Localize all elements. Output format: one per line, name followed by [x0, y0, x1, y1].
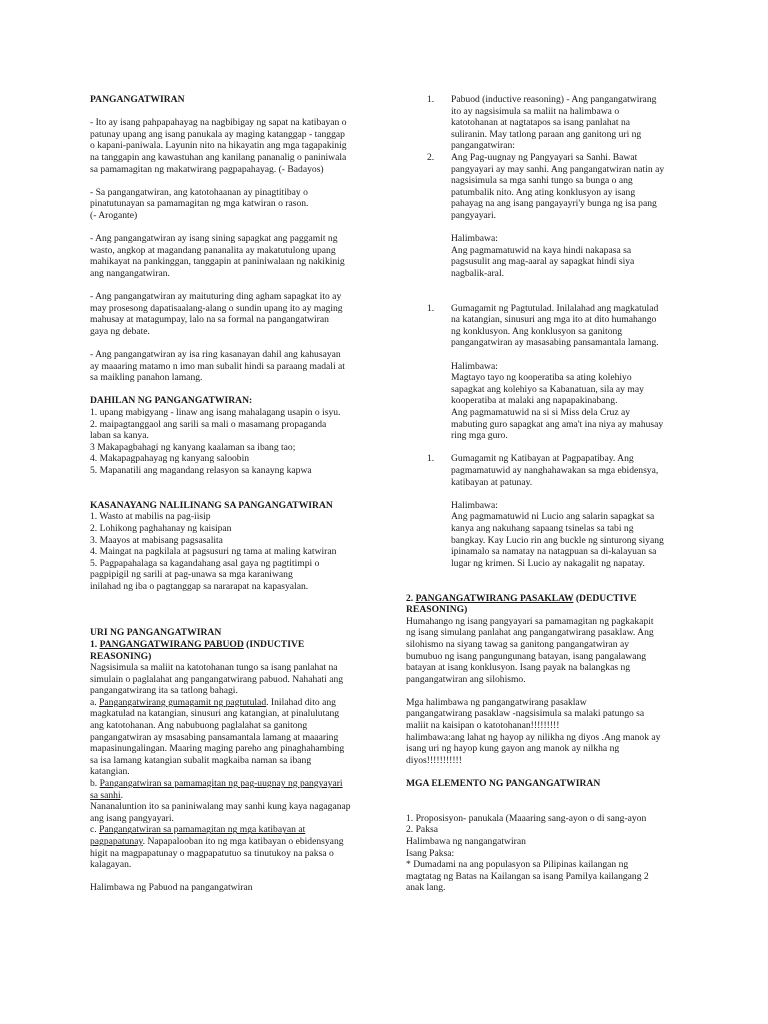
uri-pasaklaw-number: 2.: [406, 592, 416, 604]
type-c-text: . Napapalooban ito ng mga katibayan o ebidensyang higit na magpapatunay o magpapatutuo sa tinutukoy na paksa o kalagayan.: [90, 836, 344, 871]
halimbawa-pagtutulad: Halimbawa: Magtayo tayo ng kooperatiba sa ating kolehiyo sapagkat ang kolehiyo sa Kabanatuan, sila ay may kooperatiba at malaki ang napapakinabang. Ang pagmamatuwid na si si Miss dela Cruz ay mabuting guro sapagkat ang ama't ina niya ay mahusay ring mga guro.: [451, 360, 664, 442]
katibayan-definition: Gumagamit ng Katibayan at Pagpapatibay. Ang pagmamatuwid ay nanghahawakan sa mga ebidensya, katibayan at patunay.: [451, 453, 659, 488]
kasanayan-list: 1. Wasto at mabilis na pag-iisip 2. Lohikong paghahanay ng kaisipan 3. Maayos at mabisang pagsasalita 4. Maingat na pagkilala at pagsusuri ng tama at maling katwiran 5. Pagpapahalaga sa kagandahang asal gaya ng pagtitimpi o pagpipigil ng sarili at pag-unawa sa mga karaniwang inilahad ng iba o pagtanggap sa nararapat na kapasyalan.: [90, 511, 337, 592]
pabuod-type-b: [90, 778, 362, 824]
left-column: [90, 94, 362, 894]
pasaklaw-examples: Mga halimbawa ng pangangatwirang pasaklaw pangangatwirang pasaklaw -nagsisimula sa malaki patungo sa maliit na kaisipan o katotohanan!!!!!!!!! halimbawa:ang lahat ng hayop ay nilikha ng diyos .Ang manok ay isang uri ng hayop kung gayon ang manok ay nilkha ng diyos!!!!!!!!!!!: [406, 696, 661, 766]
elemento-list: 1. Proposisyon- panukala (Maaaring sang-ayon o di sang-ayon 2. Paksa Halimbawa ng nangangatwiran Isang Paksa: * Dumadami na ang populasyon sa Pilipinas kailangan ng magtatag ng Batas na Kailangan sa isang Pamilya kailangang 2 anak lang.: [406, 812, 649, 894]
pabuod-definition: Pabuod (inductive reasoning) - Ang pangangatwirang ito ay nagsisimula sa maliit na halimbawa o katotohanan at nagtatapos sa isang panlahat na suliranin. May tatlong paraan ang ganitong uri ng pangangatwiran:: [451, 94, 657, 152]
list-item: [406, 303, 684, 349]
list-number: 2.: [427, 151, 435, 163]
uri-pasaklaw-subtitle: (DEDUCTIVE REASONING): [406, 592, 637, 616]
intro-paragraph-1: - Ito ay isang pahpapahayag na nagbibigay ng sapat na katibayan o patunay upang ang isang panukala ay maging katanggap - tanggap o kapani-paniwala. Layunin nito na hikayatin ang mga tagapakinig na tanggapin ang kawastuhan ang kanilang pananalig o paniniwala sa pamamagitan ng makatwirang pagpapahayag. (- Badayos): [90, 117, 347, 175]
dahilan-list: 1. upang mabigyang - linaw ang isang mahalagang usapin o isyu. 2. maipagtanggaol ang sarili sa mali o masamang propaganda laban sa kanya. 3 Makapagbahagi ng kanyang kaalaman sa ibang tao; 4. Makapagpahayag ng kanyang saloobin 5. Mapanatili ang magandang relasyon sa kanayng kapwa: [90, 407, 341, 476]
pabuod-type-c: [90, 824, 362, 870]
right-column: [406, 94, 684, 894]
pag-uugnay-definition: Ang Pag-uugnay ng Pangyayari sa Sanhi. Bawat pangyayari ay may sanhi. Ang pangangatwiran natin ay nagsisimula sa mga sanhi tungo sa bunga o ang patumbalik nito. Ang ating konklusyon ay isang pahayag na ang isang pangayayri'y bunga ng isa pang pangyayari.: [451, 151, 665, 221]
intro-paragraph-4: - Ang pangangatwiran ay maituturing ding agham sapagkat ito ay may prosesong dapatisaalang-alang o sundin upang ito ay maging mahusay at matagumpay, lalo na sa formal na pangangatwiran gaya ng debate.: [90, 291, 343, 337]
page-title: PANGANGATWIRAN: [90, 94, 185, 105]
intro-paragraph-2: - Sa pangangatwiran, ang katotohaanan ay pinagtitibay o pinatutunayan sa pamamagitan ng mga katwiran o rason. (- Arogante): [90, 186, 309, 221]
uri-heading: URI NG PANGANGATWIRAN: [90, 627, 222, 639]
type-a-text: . Inilahad dito ang magkatulad na katangian, sinusuri ang katangian, at pinalulutang ang katotohanan. Ang nabubuong paglalahat sa ganitong pangangatwiran ay msasabing pansamantala lamang at maaaring mapasinungalingan. Maaring maging pareho ang pinaghahambing sa isa lamang katangian subalit magkaiba naman sa ibang katangian.: [90, 696, 345, 778]
type-c-title: Pangangatwiran sa pamamagitan ng mga katibayan at pagpapatunay: [90, 824, 306, 847]
halimbawa-pabuod-label: Halimbawa ng Pabuod na pangangatwiran: [90, 882, 253, 894]
type-c-prefix: c.: [90, 824, 100, 836]
list-number: 1.: [427, 302, 435, 314]
list-number: 1.: [427, 453, 435, 465]
type-b-title: Pangangatwiran sa pamamagitan ng pag-uugnay ng pangyayari sa sanhi: [90, 778, 343, 801]
list-item: [406, 453, 684, 488]
elemento-heading: MGA ELEMENTO NG PANGANGATWIRAN: [406, 778, 601, 790]
type-a-title: Pangangatwirang gumagamit ng pagtutulad: [99, 696, 267, 708]
intro-paragraph-3: - Ang pangangatwiran ay isang sining sapagkat ang paggamit ng wasto, angkop at magandang pananalita ay makatutulong upang mahikayat na pankinggan, tanggapin at paniniwalaan ng nakikinig ang nangangatwiran.: [90, 233, 345, 279]
dahilan-heading: DAHILAN NG PANGANGATWIRAN:: [90, 395, 253, 407]
uri-pabuod-number: 1.: [90, 638, 100, 650]
pabuod-type-a: [90, 697, 362, 778]
type-b-prefix: b.: [90, 778, 100, 790]
list-item: [406, 152, 684, 222]
list-number: 1.: [427, 94, 435, 105]
list-item: [406, 94, 684, 152]
kasanayan-heading: KASANAYANG NALILINANG SA PANGANGATWIRAN: [90, 499, 333, 511]
uri-pasaklaw-heading: [406, 593, 684, 616]
type-a-prefix: a.: [90, 696, 100, 708]
intro-paragraph-5: - Ang pangangatwiran ay isa ring kasanayan dahil ang kahusayan ay maaaring matamo n imo man subalit hindi sa paraang madali at sa maikling panahon lamang.: [90, 349, 345, 384]
uri-pasaklaw-title: PANGANGATWIRANG PASAKLAW: [415, 592, 574, 604]
uri-pasaklaw-description: Humahango ng isang pangyayari sa pamamagitan ng pagkakapit ng isang simulang panlahat ang pangangatwirang pasaklaw. Ang silohismo na siyang tawag sa ganitong pangangatwiran ay bumubuo ng isang pangungunang batayan, isang pangalawang batayan at isang konklusyon. Isang payak na balangkas ng pangangatwiran ang silohismo.: [406, 615, 654, 685]
halimbawa-katibayan: Halimbawa: Ang pagmamatuwid ni Lucio ang salarin sapagkat sa kanya ang nakuhang sapaang tsinelas sa tabi ng bangkay. Kay Lucio rin ang buckle ng sinturong siyang ipinamalo sa namatay na natagpuan sa di-kalayuan sa lugar ng krimen. Si Lucio ay nakagalit ng napatay.: [451, 499, 664, 569]
pagtutulad-definition: Gumagamit ng Pagtutulad. Inilalahad ang magkatulad na katangian, sinusuri ang mga ito at dito humahango ng konklusyon. Ang konklusyon sa ganitong pangangatwiran ay masasabing pansamantala lamang.: [451, 302, 659, 349]
halimbawa-sanhi: Halimbawa: Ang pagmamatuwid na kaya hindi nakapasa sa pagsusulit ang mag-aaral ay sapagkat hindi siya nagbalik-aral.: [451, 233, 635, 279]
type-b-text: . Nananaluntion ito sa paniniwalang may sanhi kung kaya nagaganap ang isang pangyayari.: [90, 789, 351, 824]
uri-pabuod-title: PANGANGATWIRANG PABUOD: [99, 638, 244, 650]
uri-pabuod-subtitle: (INDUCTIVE REASONING): [90, 638, 305, 662]
uri-pabuod-description: Nagsisimula sa maliit na katotohanan tungo sa isang panlahat na simulain o paglalahat ang pangangatwirang pabuod. Nahahati ang pangangatwirang ita sa tatlong bahagi.: [90, 662, 344, 697]
uri-pabuod-heading: [90, 639, 362, 662]
